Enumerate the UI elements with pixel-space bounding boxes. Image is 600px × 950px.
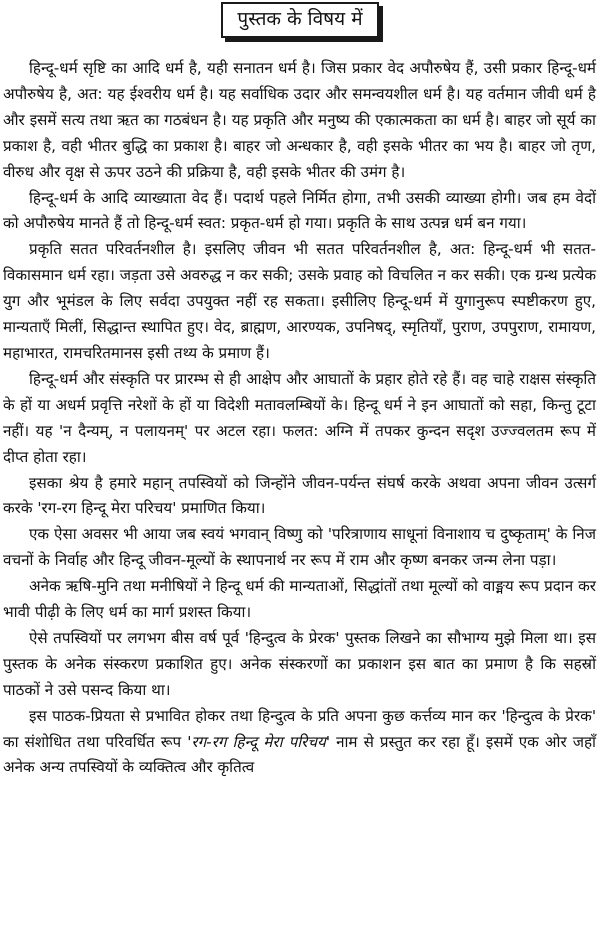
paragraph-7: अनेक ऋषि-मुनि तथा मनीषियों ने हिन्दू धर्म की मान्यताओं, सिद्धांतों तथा मूल्यों को वाङ्मय रूप प्रदान कर भावी पीढ़ी के लिए धर्म का मार्ग प्रशस्त किया। [3,577,596,622]
paragraph-9-start: इस पाठक-प्रियता से प्रभावित होकर तथा हिन्दुत्व के प्रति अपना कुछ कर्त्तव्य मान कर 'हिन्दुत्व के प्रेरक' का संशोधित तथा परिवर्धित रूप ' [3,706,596,751]
paragraph-9 [3,704,596,782]
body-text [3,56,596,781]
paragraph-1: हिन्दू-धर्म सृष्टि का आदि धर्म है, यही सनातन धर्म है। जिस प्रकार वेद अपौरुषेय हैं, उसी प्रकार हिन्दू-धर्म अपौरुषेय है, अत: यह ईश्वरीय धर्म है। यह सर्वाधिक उदार और समन्वयशील धर्म है। यह वर्तमान जीवी धर्म है और इसमें सत्य तथा ऋत का गठबंधन है। यह प्रकृति और मनुष्य की एकात्मकता का धर्म है। बाहर जो सूर्य का प्रकाश है, वही भीतर बुद्धि का प्रकाश है। बाहर जो अन्धकार है, वही इसके भीतर का भय है। बाहर जो तृण, वीरुध और वृक्ष से ऊपर उठने की प्रक्रिया है, वही इसके भीतर की उमंग है। [3,59,596,181]
paragraph-4: हिन्दू-धर्म और संस्कृति पर प्रारम्भ से ही आक्षेप और आघातों के प्रहार होते रहे हैं। वह चाहे राक्षस संस्कृति के हों या अधर्म प्रवृत्ति नरेशों के हों या विदेशी मतावलम्बियों के। हिन्दू धर्म ने इन आघातों को सहा, किन्तु टूटा नहीं। यह 'न दैन्यम्, न पलायनम्' पर अटल रहा। फलत: अग्नि में तपकर कुन्दन सदृश उज्ज्वलतम रूप में दीप्त होता रहा। [3,369,596,466]
book-title-emphasis: रग-रग हिन्दू मेरा परिचय [191,732,326,751]
paragraph-5: इसका श्रेय है हमारे महान् तपस्वियों को जिन्होंने जीवन-पर्यन्त संघर्ष करके अथवा अपना जीवन उत्सर्ग करके 'रग-रग हिन्दू मेरा परिचय' प्रमाणित किया। [3,473,596,518]
paragraph-3: प्रकृति सतत परिवर्तनशील है। इसलिए जीवन भी सतत परिवर्तनशील है, अत: हिन्दू-धर्म भी सतत-विकासमान धर्म रहा। जड़ता उसे अवरुद्ध न कर सकी; उसके प्रवाह को विचलित न कर सकी। एक ग्रन्थ प्रत्येक युग और भूमंडल के लिए सर्वदा उपयुक्त नहीं रह सकता। इसीलिए हिन्दू-धर्म में युगानुरूप स्पष्टीकरण हुए, मान्यताएँ मिलीं, सिद्धान्त स्थापित हुए। वेद, ब्राह्मण, आरण्यक, उपनिषद्, स्मृतियाँ, पुराण, उपपुराण, रामायण, महाभारत, रामचरितमानस इसी तथ्य के प्रमाण हैं। [3,240,596,362]
paragraph-9-end: ' नाम से प्रस्तुत कर रहा हूँ। इसमें एक ओर जहाँ अनेक अन्य तपस्वियों के व्यक्तित्व और कृतित्व [3,732,596,777]
page-title: पुस्तक के विषय में [221,2,378,38]
paragraph-6: एक ऐसा अवसर भी आया जब स्वयं भगवान् विष्णु को 'परित्राणाय साधूनां विनाशाय च दुष्कृताम्' के निज वचनों के निर्वाह और हिन्दू जीवन-मूल्यों के स्थापनार्थ नर रूप में राम और कृष्ण बनकर जन्म लेना पड़ा। [3,525,596,570]
title-area [0,2,600,38]
paragraph-2: हिन्दू-धर्म के आदि व्याख्याता वेद हैं। पदार्थ पहले निर्मित होगा, तभी उसकी व्याख्या होगी। जब हम वेदों को अपौरुषेय मानते हैं तो हिन्दू-धर्म स्वत: प्रकृत-धर्म हो गया। प्रकृति के साथ उत्पन्न धर्म बन गया। [3,188,596,233]
paragraph-8: ऐसे तपस्वियों पर लगभग बीस वर्ष पूर्व 'हिन्दुत्व के प्रेरक' पुस्तक लिखने का सौभाग्य मुझे मिला था। इस पुस्तक के अनेक संस्करण प्रकाशित हुए। अनेक संस्करणों का प्रकाशन इस बात का प्रमाण है कि सहस्रों पाठकों ने उसे पसन्द किया था। [3,628,596,699]
